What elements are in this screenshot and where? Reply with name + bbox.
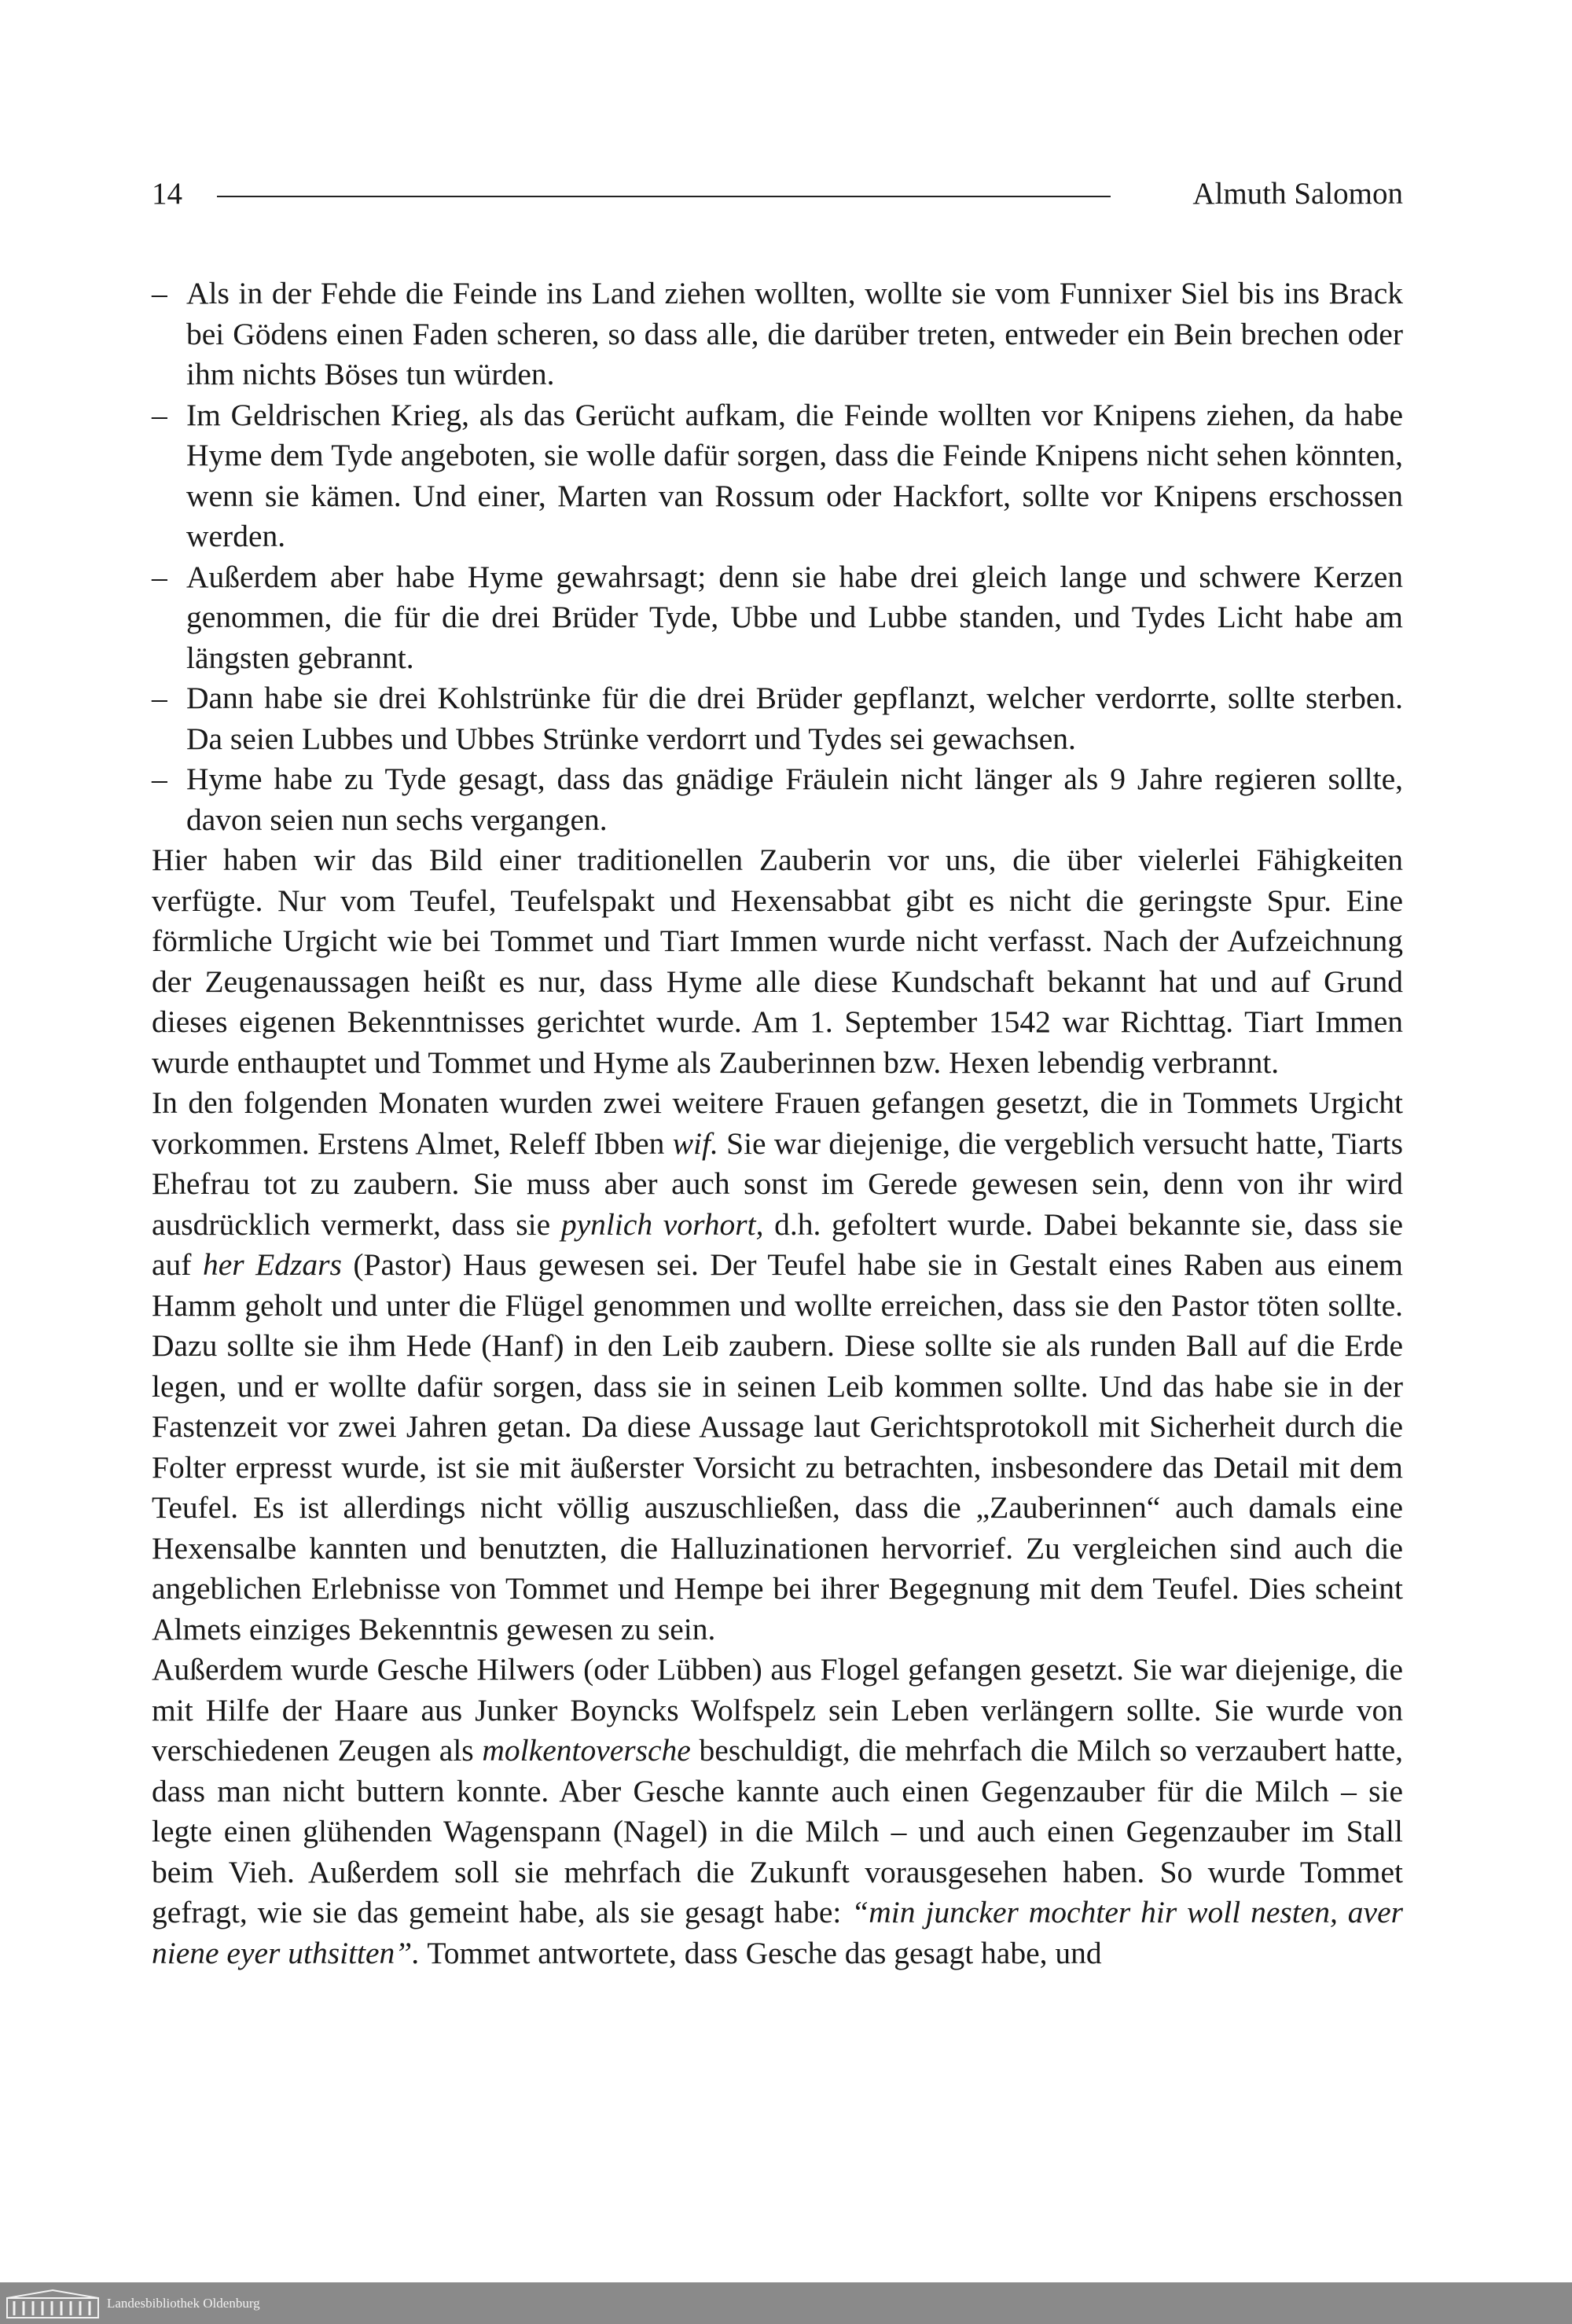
italic-term: wif. xyxy=(672,1125,718,1161)
body-text xyxy=(152,274,1403,1973)
page-number: 14 xyxy=(152,177,182,211)
list-item xyxy=(152,395,1403,557)
text-span: beschuldigt, die mehrfach die Milch so verzaubert hatte, dass man nicht buttern konnte. Aber Gesche kannte auch einen Gegenzauber für die Milch – sie legte einen glühenden Wagenspann (Nagel) in die Milch – und auch einen Gegenzauber im Stall beim Vieh. Außerdem soll sie mehrfach die Zukunft vorausgesehen haben. So wurde Tommet gefragt, wie sie das gemeint habe, als sie gesagt habe: xyxy=(152,1733,1403,1929)
paragraph-traditional-sorceress: Hier haben wir das Bild einer traditionellen Zauberin vor uns, die über vielerlei Fähigkeiten verfügte. Nur vom Teufel, Teufelspakt und Hexensabbat gibt es nicht die geringste Spur. Eine förmliche Urgicht wie bei Tommet und Tiart Immen wurde nicht verfasst. Nach der Aufzeichnung der Zeugenaussagen heißt es nur, dass Hyme alle diese Kundschaft bekannt hat und auf Grund dieses eigenen Bekenntnisses gerichtet wurde. Am 1. September 1542 war Richttag. Tiart Immen wurde enthauptet und Tommet und Hyme als Zauberinnen bzw. Hexen lebendig verbrannt. xyxy=(152,843,1403,1080)
text-span: (Pastor) Haus gewesen sei. Der Teufel habe sie in Gestalt eines Raben aus einem Hamm geholt und unter die Flügel genommen und wollte erreichen, dass sie den Pastor töten sollte. Dazu sollte sie ihm Hede (Hanf) in den Leib zaubern. Diese sollte sie als runden Ball auf die Erde legen, und er wollte dafür sorgen, dass sie in seinen Leib kommen sollte. Und das habe sie in der Fastenzeit vor zwei Jahren getan. Da diese Aussage laut Gerichtsprotokoll mit Sicherheit durch die Folter erpresst wurde, ist sie mit äußerster Vorsicht zu betrachten, insbesondere das Detail mit dem Teufel. Es ist allerdings nicht völlig auszuschließen, dass die „Zauberinnen“ auch damals eine Hexensalbe kannten und benutzten, die Halluzinationen hervorrief. Zu vergleichen sind auch die angeblichen Erlebnisse von Tommet und Hempe bei ihrer Begegnung mit dem Teufel. Dies scheint Almets einziges Bekenntnis gewesen zu sein. xyxy=(152,1247,1403,1647)
italic-term: pynlich vorhort, xyxy=(560,1206,764,1242)
dash-marker: – xyxy=(152,559,167,594)
text-span: Sie war diejenige, die vergeblich versucht hatte, Tiarts Ehefrau tot zu zaubern. Sie muss aber auch sonst im Gerede gewesen sein, denn von ihr wird ausdrücklich vermerkt, dass sie xyxy=(152,1125,1403,1242)
list-item-text: Als in der Fehde die Feinde ins Land ziehen wollten, wollte sie vom Funnixer Siel bis ins Brack bei Gödens einen Faden scheren, so dass alle, die darüber treten, entweder ein Bein brechen oder ihm nichts Böses tun würden. xyxy=(186,276,1403,391)
header-rule xyxy=(217,196,1111,197)
list-item-text: Im Geldrischen Krieg, als das Gerücht aufkam, die Feinde wollten vor Knipens ziehen, da habe Hyme dem Tyde angeboten, sie wolle dafür sorgen, dass die Feinde Knipens nicht sehen könnten, wenn sie kämen. Und einer, Marten van Rossum oder Hackfort, sollte vor Knipens erschossen werden. xyxy=(186,397,1403,553)
italic-term: molkentoversche xyxy=(482,1733,691,1768)
library-building-icon xyxy=(6,2289,99,2318)
dash-marker: – xyxy=(152,397,167,432)
dash-marker: – xyxy=(152,681,167,715)
list-item xyxy=(152,759,1403,840)
page-header xyxy=(152,174,1403,214)
list-item xyxy=(152,678,1403,759)
running-head: Almuth Salomon xyxy=(1192,177,1403,211)
italic-quote: “min juncker mochter hir woll nesten, aver niene eyer uthsitten”. xyxy=(152,1895,1403,1970)
dash-marker: – xyxy=(152,276,167,310)
paragraph-gesche xyxy=(152,1650,1403,1973)
text-span: Außerdem wurde Gesche Hilwers (oder Lübben) aus Flogel gefangen gesetzt. Sie war diejenige, die mit Hilfe der Haare aus Junker Boyncks Wolfspelz sein Leben verlängern sollte. Sie wurde von verschiedenen Zeugen als xyxy=(152,1652,1403,1768)
list-item-text: Außerdem aber habe Hyme gewahrsagt; denn sie habe drei gleich lange und schwere Kerzen genommen, die für die drei Brüder Tyde, Ubbe und Lubbe standen, und Tydes Licht habe am längsten gebrannt. xyxy=(186,559,1403,675)
paragraph-almet xyxy=(152,1083,1403,1650)
text-span: In den folgenden Monaten wurden zwei weitere Frauen gefangen gesetzt, die in Tommets Urgicht vorkommen. Erstens Almet, Releff Ibben xyxy=(152,1085,1403,1161)
testimony-list xyxy=(152,274,1403,840)
footer-bar xyxy=(0,2282,1572,2324)
list-item-text: Dann habe sie drei Kohlstrünke für die drei Brüder gepflanzt, welcher verdorrte, sollte sterben. Da seien Lubbes und Ubbes Strünke verdorrt und Tydes sei gewachsen. xyxy=(186,681,1403,756)
list-item xyxy=(152,274,1403,395)
list-item xyxy=(152,557,1403,679)
text-span: d.h. gefoltert wurde. Dabei bekannte sie, dass sie auf xyxy=(152,1206,1403,1282)
library-name: Landesbibliothek Oldenburg xyxy=(107,2296,260,2311)
text-span: Tommet antwortete, dass Gesche das gesagt habe, und xyxy=(420,1935,1102,1970)
dash-marker: – xyxy=(152,762,167,796)
list-item-text: Hyme habe zu Tyde gesagt, dass das gnädige Fräulein nicht länger als 9 Jahre regieren sollte, davon seien nun sechs vergangen. xyxy=(186,762,1403,837)
italic-term: her Edzars xyxy=(202,1247,342,1282)
